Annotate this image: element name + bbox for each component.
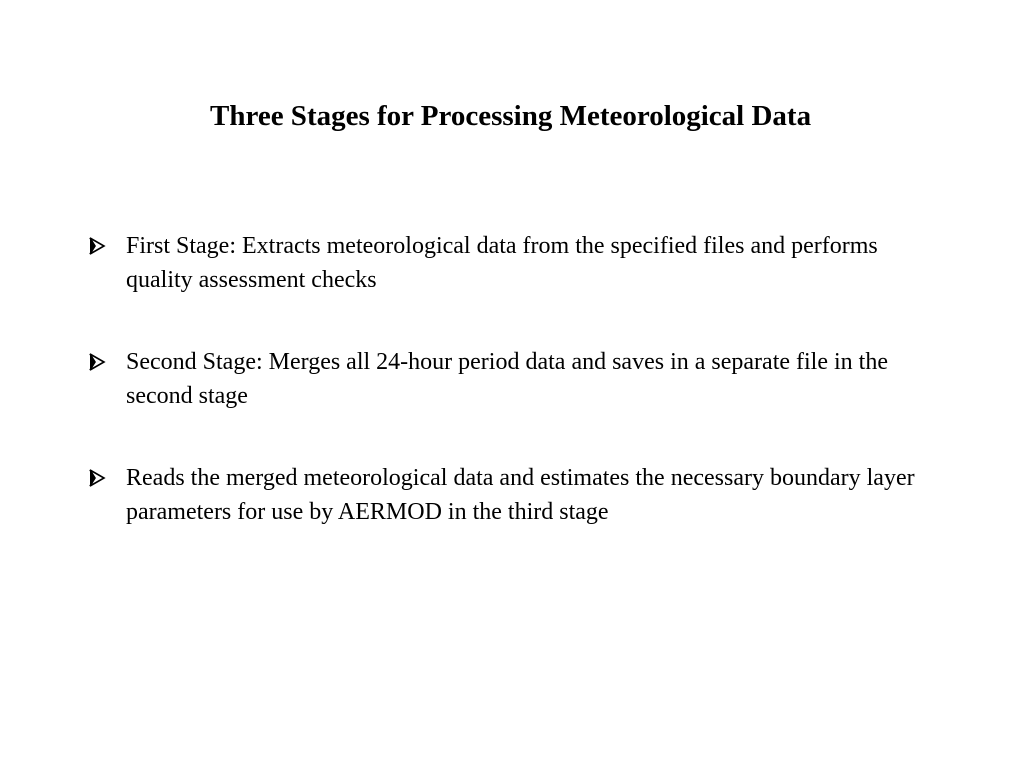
arrowhead-bullet-icon (88, 229, 110, 263)
bullet-text: Second Stage: Merges all 24-hour period data and saves in a separate file in the second stage (126, 349, 888, 409)
bullet-text: First Stage: Extracts meteorological data from the specified files and performs quality assessment checks (126, 233, 878, 293)
arrowhead-bullet-icon (88, 461, 110, 495)
bullet-list (88, 229, 938, 577)
bullet-item (88, 461, 938, 529)
bullet-text: Reads the merged meteorological data and estimates the necessary boundary layer parameters for use by AERMOD in the third stage (126, 465, 915, 525)
bullet-item (88, 229, 938, 297)
slide-title: Three Stages for Processing Meteorological Data (210, 100, 812, 132)
arrowhead-bullet-icon (88, 345, 110, 379)
bullet-item (88, 345, 938, 413)
